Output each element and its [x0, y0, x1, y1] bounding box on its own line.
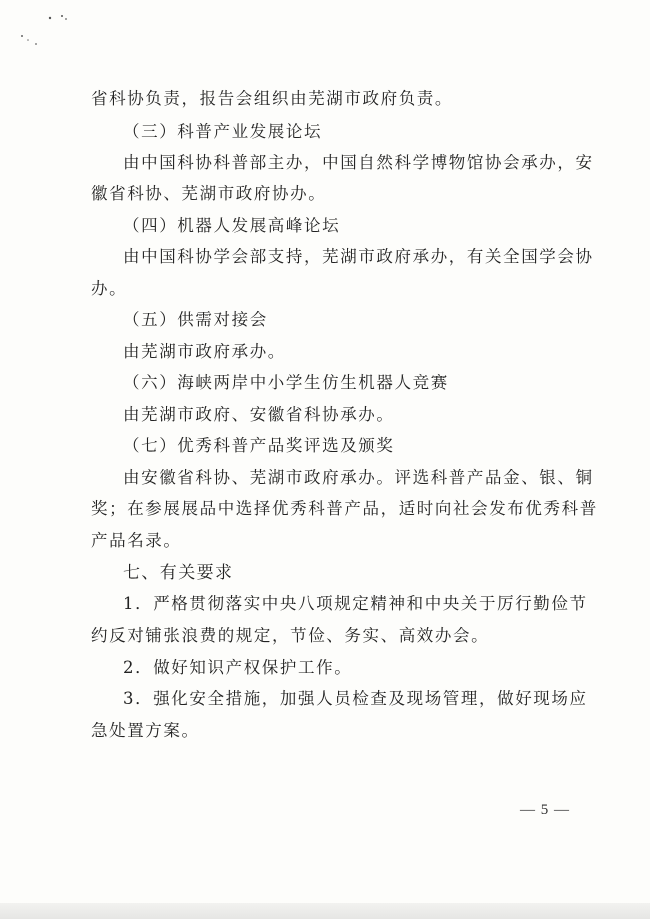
page-number: — 5 — [520, 802, 570, 818]
section-heading-6: （六）海峡两岸中小学生仿生机器人竞赛 [123, 373, 449, 392]
paragraph-line: 2．做好知识产权保护工作。 [123, 658, 353, 677]
paragraph-line: 徽省科协、芜湖市政府协办。 [91, 184, 327, 203]
section-heading-3: （三）科普产业发展论坛 [123, 122, 323, 141]
chapter-heading: 七、有关要求 [123, 563, 234, 583]
paragraph-line: 由芜湖市政府承办。 [123, 342, 286, 361]
paragraph-line: 约反对铺张浪费的规定，节俭、务实、高效办会。 [91, 626, 490, 645]
scan-noise-marks [16, 10, 86, 50]
paragraph-line: 由安徽省科协、芜湖市政府承办。评选科普产品金、银、铜 [123, 468, 594, 487]
paragraph-line: 产品名录。 [91, 531, 182, 550]
paragraph-line: 3．强化安全措施，加强人员检查及现场管理，做好现场应 [123, 689, 588, 708]
paragraph-line: 奖；在参展展品中选择优秀科普产品，适时向社会发布优秀科普 [91, 499, 598, 518]
paragraph-line: 急处置方案。 [91, 721, 200, 740]
section-heading-5: （五）供需对接会 [123, 310, 268, 329]
paragraph-line: 1．严格贯彻落实中央八项规定精神和中央关于厉行勤俭节 [123, 594, 588, 613]
paragraph-line: 由中国科协科普部主办，中国自然科学博物馆协会承办，安 [123, 153, 594, 172]
section-heading-7: （七）优秀科普产品奖评选及颁奖 [123, 436, 395, 455]
scan-bottom-edge [0, 903, 650, 919]
paragraph-line: 由中国科协学会部支持，芜湖市政府承办，有关全国学会协 [123, 247, 594, 266]
paragraph-line: 由芜湖市政府、安徽省科协承办。 [123, 405, 395, 424]
paragraph-line: 办。 [91, 279, 128, 298]
section-heading-4: （四）机器人发展高峰论坛 [123, 216, 341, 235]
paragraph-line: 省科协负责，报告会组织由芜湖市政府负责。 [91, 89, 453, 108]
